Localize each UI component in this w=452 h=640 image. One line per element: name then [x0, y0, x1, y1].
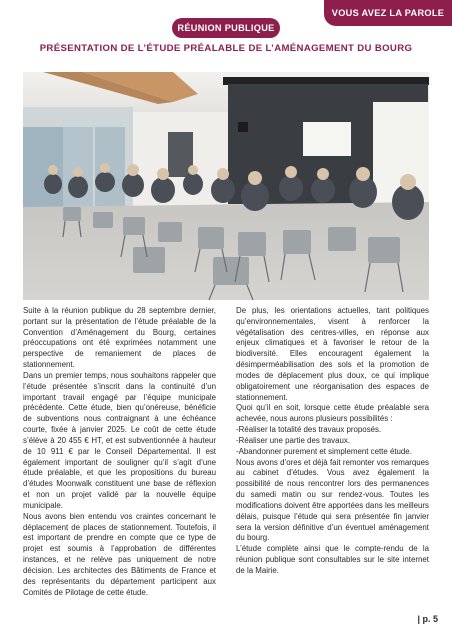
- paragraph: Quoi qu’il en soit, lorsque cette étude préalable sera achevée, nous aurons plusieurs possibilités :: [236, 403, 429, 424]
- meeting-photo: [23, 72, 429, 300]
- paragraph: L’étude complète ainsi que le compte-rendu de la réunion publique sont consultables sur le site internet de la Mairie.: [236, 544, 429, 575]
- article-column-left: [23, 306, 216, 598]
- list-item: -Réaliser une partie des travaux.: [236, 435, 351, 445]
- paragraph: Nous avons bien entendu vos craintes concernant le déplacement de places de stationnement. Toutefois, il est important de prendre en compte que ce type de projet est soumis à l’approbation de différentes instances, et ne relève pas uniquement de notre décision. Les architectes des Bâtiments de France et des représentants du département participent aux Comités de Pilotage de cette étude.: [23, 511, 216, 597]
- article-title: PRÉSENTATION DE L’ÉTUDE PRÉALABLE DE L’AMÉNAGEMENT DU BOURG: [39, 43, 413, 54]
- page-number: | p. 5: [417, 614, 438, 624]
- list-item: -Abandonner purement et simplement cette étude.: [236, 446, 412, 456]
- paragraph: Suite à la réunion publique du 28 septembre dernier, portant sur la présentation de l’étude préalable de la Convention d’Aménagement du Bourg, certaines préoccupations ont été exprimées notamment une perspective de remaniement de places de stationnement.: [23, 306, 216, 370]
- section-tab: VOUS AVEZ LA PAROLE: [324, 0, 452, 26]
- paragraph: Dans un premier temps, nous souhaitons rappeler que l’étude présentée s’inscrit dans la continuité d’un important travail engagé par l’équipe municipale précédente. Cette étude, bien qu’onéreuse, bénéficie de subventions nous contraignant à une échéance courte, fixée à janvier 2025. Le coût de cette étude s’élève à 20 455 € HT, et est subventionnée à hauteur de 10 911 € par le Conseil Départemental. Il est également important de souligner qu’il s’agit d’une étude préalable, et que les propositions du bureau d’études Moonwalk constituent une base de réflexion et non un projet validé par la nouvelle équipe municipale.: [23, 370, 216, 510]
- article-column-right: [236, 306, 429, 577]
- paragraph: Nous avons d’ores et déjà fait remonter vos remarques au cabinet d’études. Vous avez également la possibilité de nous rencontrer lors des permanences du samedi matin ou sur rendez-vous. Toutes les modifications doivent être apportées dans les meilleurs délais, puisque l’étude qui sera présentée fin janvier sera la version définitive d’un éventuel aménagement du bourg.: [236, 457, 429, 543]
- category-pill: RÉUNION PUBLIQUE: [172, 18, 280, 38]
- paragraph: De plus, les orientations actuelles, tant politiques qu’environnementales, visent à renforcer la végétalisation des centres-villes, en réponse aux enjeux climatiques et à favoriser le retour de la biodiversité. Elles encouragent également la désimperméabilisation des sols et la promotion de modes de déplacement plus doux, ce qui implique obligatoirement une réorganisation des espaces de stationnement.: [236, 306, 429, 402]
- list-item: -Réaliser la totalité des travaux proposés.: [236, 425, 382, 435]
